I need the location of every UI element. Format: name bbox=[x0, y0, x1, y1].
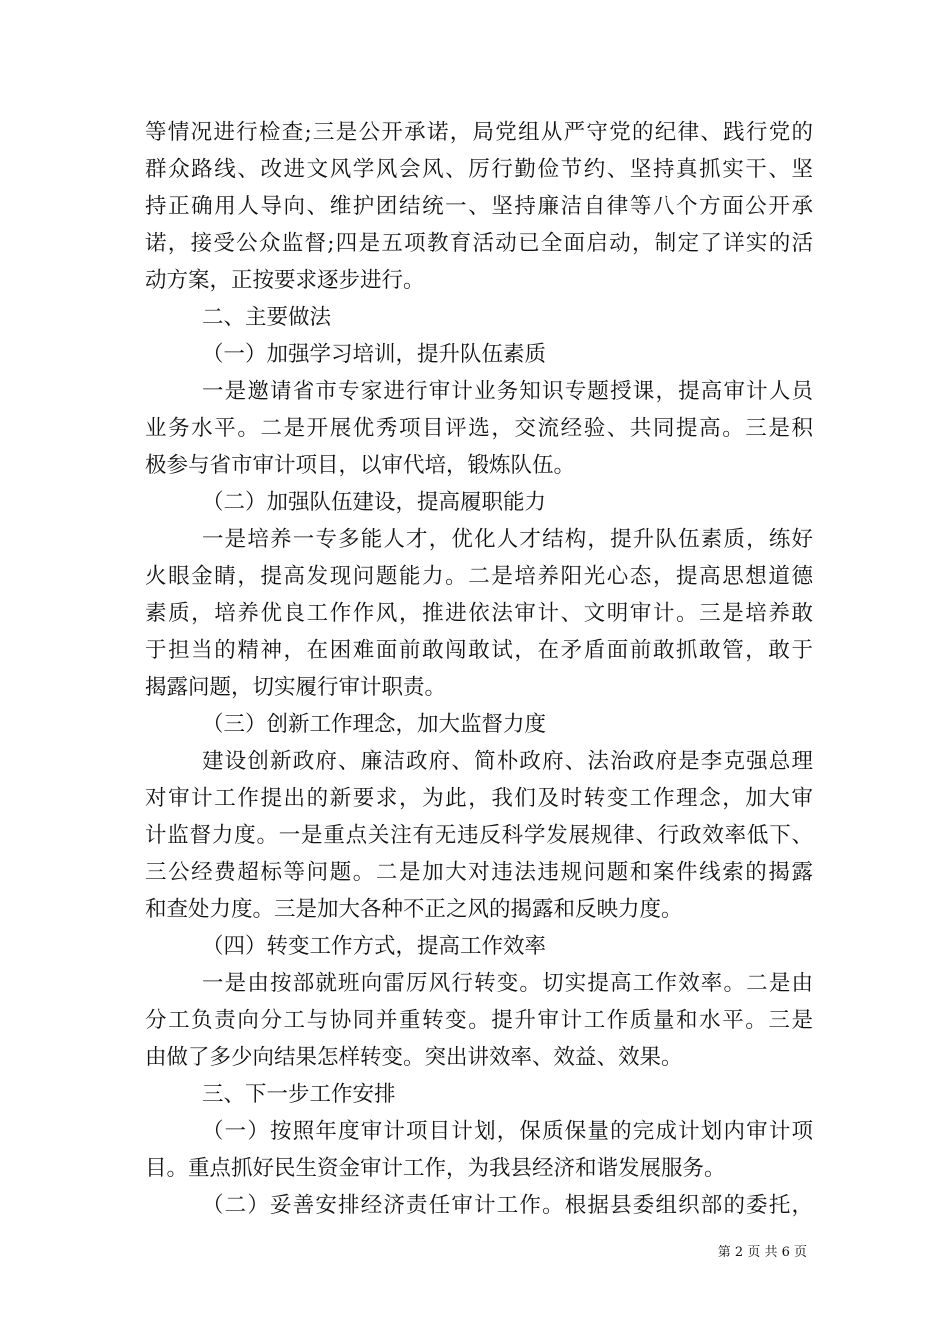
document-body bbox=[145, 114, 813, 1224]
section-heading: 三、下一步工作安排 bbox=[202, 1082, 396, 1107]
subsection-heading: （四）转变工作方式，提高工作效率 bbox=[202, 934, 547, 959]
text-line: 火眼金睛，提高发现问题能力。二是培养阳光心态，提高思想道德 bbox=[145, 564, 813, 589]
text-line: 三公经费超标等问题。二是加大对违法违规问题和案件线索的揭露 bbox=[145, 860, 813, 885]
text-line: 一是邀请省市专家进行审计业务知识专题授课，提高审计人员 bbox=[202, 379, 813, 404]
text-line: 揭露问题，切实履行审计职责。 bbox=[145, 675, 447, 700]
text-line: 于担当的精神，在困难面前敢闯敢试，在矛盾面前敢抓敢管，敢于 bbox=[145, 638, 813, 663]
text-line: 等情况进行检查;三是公开承诺，局党组从严守党的纪律、践行党的 bbox=[145, 120, 813, 145]
subsection-heading: （三）创新工作理念，加大监督力度 bbox=[202, 712, 547, 737]
text-line: 素质，培养优良工作作风，推进依法审计、文明审计。三是培养敢 bbox=[145, 601, 813, 626]
text-line: （一）按照年度审计项目计划，保质保量的完成计划内审计项 bbox=[202, 1119, 813, 1144]
text-line: 诺，接受公众监督;四是五项教育活动已全面启动，制定了详实的活 bbox=[145, 231, 813, 256]
text-line: 一是由按部就班向雷厉风行转变。切实提高工作效率。二是由 bbox=[202, 971, 813, 996]
text-line: 群众路线、改进文风学风会风、厉行勤俭节约、坚持真抓实干、坚 bbox=[145, 157, 813, 182]
text-line: 和查处力度。三是加大各种不正之风的揭露和反映力度。 bbox=[145, 897, 683, 922]
text-line: 极参与省市审计项目，以审代培，锻炼队伍。 bbox=[145, 453, 576, 478]
text-line: （二）妥善安排经济责任审计工作。根据县委组织部的委托， bbox=[202, 1193, 813, 1218]
text-line: 业务水平。二是开展优秀项目评选，交流经验、共同提高。三是积 bbox=[145, 416, 813, 441]
text-line: 对审计工作提出的新要求，为此，我们及时转变工作理念，加大审 bbox=[145, 786, 813, 811]
text-line: 由做了多少向结果怎样转变。突出讲效率、效益、效果。 bbox=[145, 1045, 683, 1070]
text-line: 建设创新政府、廉洁政府、简朴政府、法治政府是李克强总理 bbox=[202, 749, 813, 774]
text-line: 一是培养一专多能人才，优化人才结构，提升队伍素质，练好 bbox=[202, 527, 813, 552]
text-line: 分工负责向分工与协同并重转变。提升审计工作质量和水平。三是 bbox=[145, 1008, 813, 1033]
text-line: 持正确用人导向、维护团结统一、坚持廉洁自律等八个方面公开承 bbox=[145, 194, 813, 219]
subsection-heading: （二）加强队伍建设，提高履职能力 bbox=[202, 490, 547, 515]
subsection-heading: （一）加强学习培训，提升队伍素质 bbox=[202, 342, 547, 367]
text-line: 动方案，正按要求逐步进行。 bbox=[145, 268, 425, 293]
page-number-footer: 第 2 页 共 6 页 bbox=[717, 1245, 807, 1260]
text-line: 目。重点抓好民生资金审计工作，为我县经济和谐发展服务。 bbox=[145, 1156, 726, 1181]
text-line: 计监督力度。一是重点关注有无违反科学发展规律、行政效率低下、 bbox=[145, 823, 813, 848]
section-heading: 二、主要做法 bbox=[202, 305, 332, 330]
